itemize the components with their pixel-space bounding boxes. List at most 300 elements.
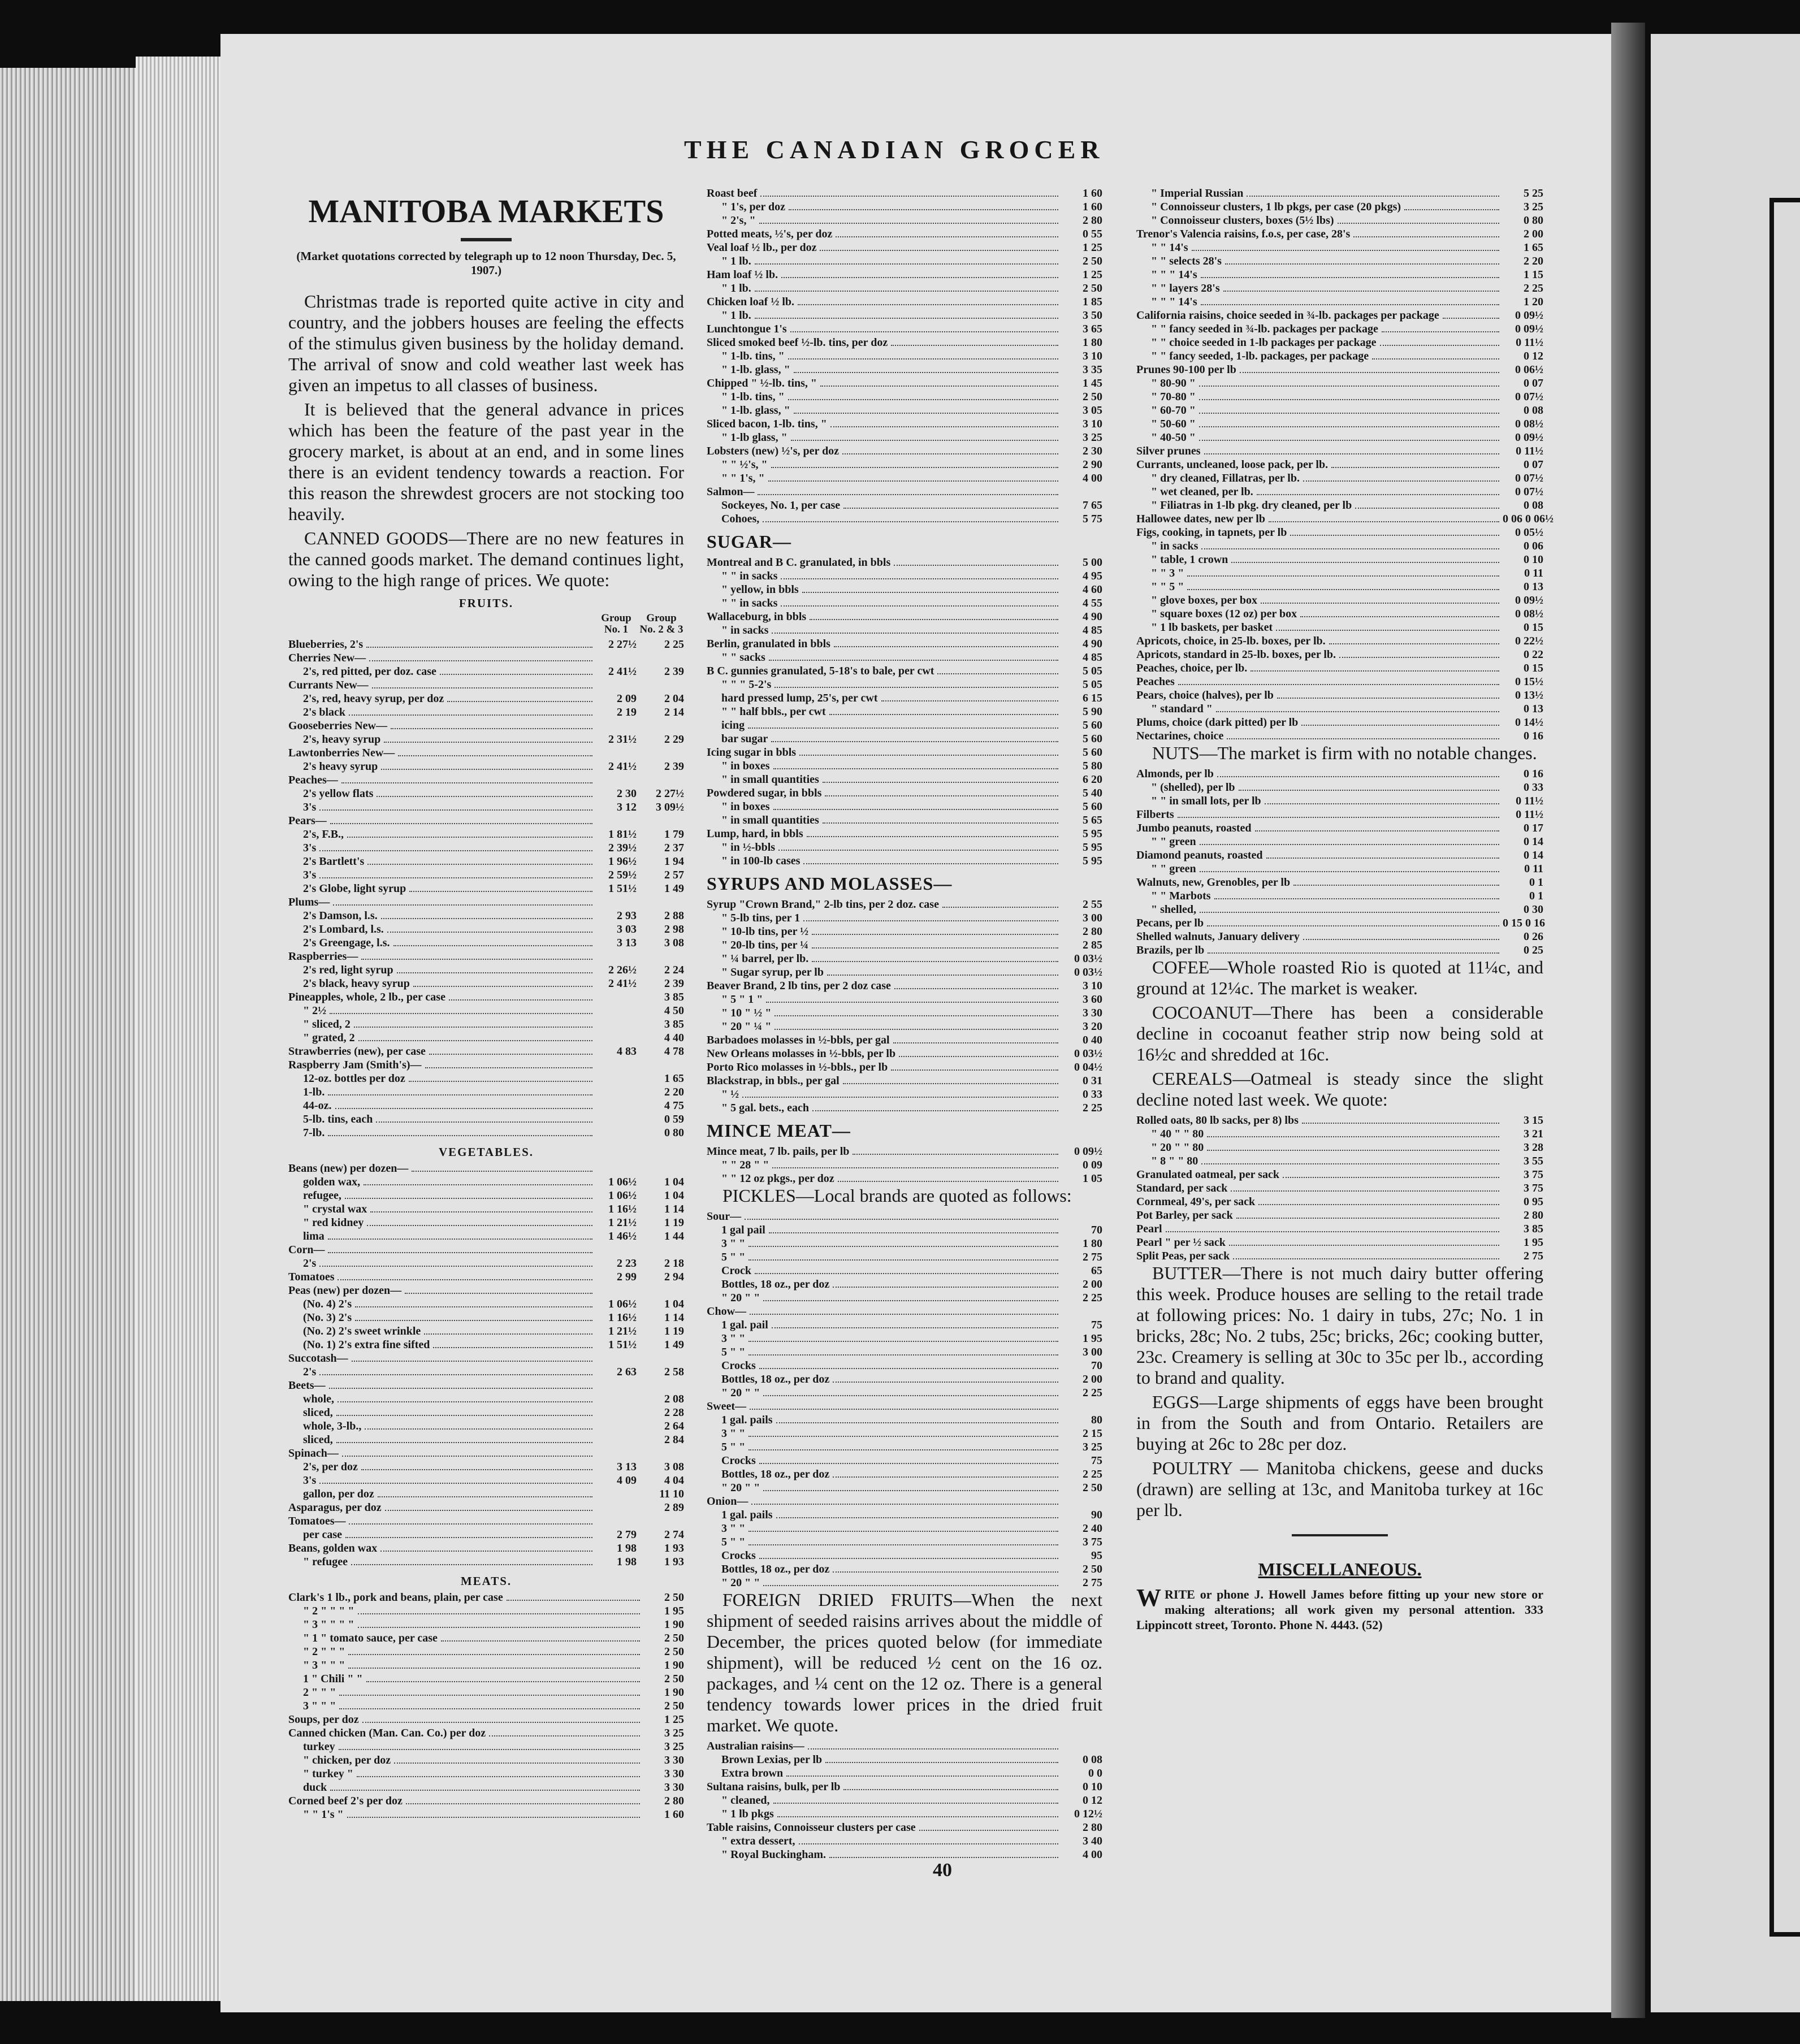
item-label: " cleaned, (721, 1794, 770, 1807)
price-value: 0 14 (1524, 835, 1543, 848)
item-label: Standard, per sack (1136, 1182, 1228, 1194)
price-row (707, 1210, 1102, 1223)
price-row (707, 1794, 1102, 1807)
item-label: " extra dessert, (721, 1835, 795, 1847)
price-row (1136, 848, 1543, 862)
leader-dots (1233, 1258, 1499, 1259)
price-row (707, 200, 1102, 214)
price-row (1136, 254, 1543, 268)
price-row (1136, 200, 1543, 214)
price-row (288, 1311, 684, 1324)
leader-dots (799, 755, 1058, 756)
price-row (707, 979, 1102, 993)
item-label: " " 1's, " (721, 472, 765, 484)
price-value: 0 10 (1083, 1781, 1102, 1793)
leader-dots (771, 741, 1058, 742)
leader-dots (328, 1238, 592, 1240)
item-label: " 1-lb glass, " (721, 431, 787, 444)
item-label: Canned chicken (Man. Can. Co.) per doz (288, 1727, 486, 1739)
leader-dots (812, 947, 1058, 949)
price-value: 1 90 (664, 1659, 684, 1671)
price-row (707, 1467, 1102, 1481)
item-label: " dry cleaned, Fillatras, per lb. (1151, 472, 1300, 484)
price-value: 2 41½ (608, 977, 637, 990)
leader-dots (827, 975, 1058, 976)
item-label: Silver prunes (1136, 445, 1201, 457)
price-value: 4 09 (617, 1474, 637, 1487)
price-row (707, 556, 1102, 569)
leader-dots (1201, 548, 1499, 549)
leader-dots (349, 714, 592, 716)
price-row (288, 1243, 684, 1257)
item-label: " 2 " " " " (303, 1605, 354, 1617)
price-value: 2 08 (664, 1393, 684, 1405)
price-row (288, 1175, 684, 1189)
price-value: 0 06½ (1515, 363, 1543, 376)
leader-dots (447, 701, 592, 702)
leader-dots (833, 1382, 1058, 1383)
price-row (1136, 499, 1543, 512)
price-value: 0 13½ (1515, 689, 1543, 701)
price-value: 2 98 (664, 923, 684, 936)
price-row (707, 336, 1102, 349)
leader-dots (802, 592, 1058, 593)
leader-dots (781, 277, 1058, 278)
price-value: 2 29 (664, 733, 684, 746)
price-row (288, 1270, 684, 1284)
price-row (707, 349, 1102, 363)
price-value: 2 74 (664, 1528, 684, 1541)
group-header (288, 613, 684, 635)
item-label: Chow— (707, 1305, 747, 1318)
leader-dots (433, 1347, 592, 1348)
item-label: Sultana raisins, bulk, per lb (707, 1781, 841, 1793)
miscellaneous-ad (1136, 1584, 1543, 1632)
price-value: 2 27½ (656, 787, 684, 800)
price-value: 1 93 (664, 1542, 684, 1554)
price-row (288, 665, 684, 678)
price-value: 1 81½ (608, 828, 637, 841)
price-row (288, 1189, 684, 1202)
leader-dots (366, 1681, 640, 1682)
price-row (1136, 889, 1543, 903)
item-label: " 5-lb tins, per 1 (721, 912, 801, 924)
item-label: B C. gunnies granulated, 5-18's to bale, per cwt (707, 665, 934, 677)
leader-dots (341, 782, 592, 783)
price-value: 1 06½ (608, 1298, 637, 1310)
item-label: Pot Barley, per sack (1136, 1209, 1233, 1222)
leader-dots (1443, 318, 1499, 319)
price-value: 0 12 (1524, 350, 1543, 362)
item-label: Brazils, per lb (1136, 944, 1205, 956)
leader-dots (807, 836, 1058, 837)
price-row (288, 773, 684, 787)
leader-dots (1301, 725, 1499, 726)
price-row (288, 1017, 684, 1031)
item-label: Raspberries— (288, 950, 358, 963)
price-value: 2 88 (664, 910, 684, 922)
item-label: 2's black, heavy syrup (303, 977, 410, 990)
price-row (288, 1740, 684, 1753)
price-row (1136, 1154, 1543, 1168)
price-value: 2 37 (664, 842, 684, 854)
leader-dots (1290, 535, 1499, 536)
item-label: Trenor's Valencia raisins, f.o.s, per case, 28's (1136, 228, 1351, 240)
price-row (1136, 187, 1543, 200)
price-row (1136, 566, 1543, 580)
item-label: " " 5 " (1151, 581, 1184, 593)
item-label: " Connoisseur clusters, boxes (5½ lbs) (1151, 214, 1334, 227)
leader-dots (319, 1266, 592, 1267)
leader-dots (1199, 413, 1499, 414)
price-value: 1 51½ (608, 882, 637, 895)
nuts-list (1136, 767, 1543, 957)
leader-dots (773, 768, 1058, 769)
mince-meat-list (707, 1145, 1102, 1185)
leader-dots (1380, 345, 1500, 346)
item-label: " turkey " (303, 1768, 353, 1780)
pickles-list (707, 1210, 1102, 1590)
leader-dots (1199, 440, 1499, 441)
leader-dots (1201, 1163, 1499, 1164)
item-label: 3 " " (721, 1332, 746, 1345)
leader-dots (380, 1551, 592, 1552)
price-value: 0 07 (1524, 377, 1543, 389)
item-label: 1 gal pail (721, 1224, 765, 1236)
item-label: golden wax, (303, 1176, 361, 1188)
price-row (707, 1006, 1102, 1020)
leader-dots (361, 1469, 592, 1470)
price-value: 0 07½ (1515, 391, 1543, 403)
item-label: " 40 " " 80 (1151, 1128, 1204, 1140)
leader-dots (774, 1029, 1058, 1030)
leader-dots (1277, 698, 1499, 699)
price-value: 3 08 (664, 937, 684, 949)
price-row (707, 1508, 1102, 1522)
leader-dots (1258, 1204, 1499, 1205)
item-label: Pearl " per ½ sack (1136, 1236, 1226, 1249)
price-value: 3 75 (1524, 1168, 1543, 1181)
leader-dots (748, 1354, 1058, 1356)
item-label: Split Peas, per sack (1136, 1250, 1230, 1262)
leader-dots (413, 986, 592, 987)
price-value: 4 00 (1083, 1848, 1102, 1861)
price-value: 0 11½ (1516, 336, 1543, 349)
price-row (1136, 808, 1543, 821)
price-row (1136, 444, 1543, 458)
price-row (288, 705, 684, 719)
price-value: 0 08½ (1515, 608, 1543, 620)
price-row (1136, 675, 1543, 688)
leader-dots (358, 1040, 592, 1041)
item-label: 2's, heavy syrup (303, 733, 381, 746)
price-row (1136, 309, 1543, 322)
price-value: 0 07 (1524, 458, 1543, 471)
item-label: gallon, per doz (303, 1488, 374, 1500)
leader-dots (1223, 291, 1499, 292)
leader-dots (397, 972, 592, 973)
price-row (707, 1549, 1102, 1562)
leader-dots (1276, 630, 1499, 631)
sugar-list (707, 556, 1102, 868)
leader-dots (843, 508, 1058, 509)
price-value: 2 75 (1083, 1251, 1102, 1263)
item-label: Asparagus, per doz (288, 1501, 382, 1514)
item-label: Peaches (1136, 675, 1175, 688)
price-row (707, 227, 1102, 241)
price-value: 2 20 (1524, 255, 1543, 267)
item-label: Salmon— (707, 486, 755, 498)
leader-dots (394, 1762, 640, 1764)
item-label: 3 " " (721, 1427, 746, 1440)
item-label: " 20 " " (721, 1577, 760, 1589)
price-row (707, 1264, 1102, 1278)
price-row (707, 1834, 1102, 1848)
price-row (288, 1753, 684, 1767)
leader-dots (742, 1097, 1058, 1098)
item-label: 2's black (303, 706, 346, 718)
price-value: 4 40 (664, 1032, 684, 1044)
leader-dots (349, 1523, 592, 1525)
raisins-prunes-list (1136, 187, 1554, 743)
price-row (288, 1099, 684, 1112)
leader-dots (755, 318, 1058, 319)
price-value: 1 05 (1083, 1172, 1102, 1185)
meats-continued-list (707, 187, 1102, 526)
item-label: Wallaceburg, in bbls (707, 610, 807, 623)
leader-dots (412, 1171, 592, 1172)
price-value: 2 25 (664, 638, 684, 651)
leader-dots (1225, 263, 1499, 265)
leader-dots (370, 1211, 592, 1212)
price-value: 2 18 (664, 1257, 684, 1270)
item-label: Montreal and B C. granulated, in bbls (707, 556, 891, 569)
leader-dots (750, 1409, 1058, 1410)
price-row (1136, 1249, 1543, 1263)
price-value: 2 50 (664, 1591, 684, 1604)
price-value: 2 40 (1083, 1522, 1102, 1535)
item-label: 2's, per doz (303, 1461, 358, 1473)
price-value: 2 39 (664, 977, 684, 990)
price-row (1136, 594, 1543, 607)
fruits-heading: FRUITS. (458, 596, 514, 610)
item-label: 1 gal. pails (721, 1509, 773, 1521)
leader-dots (355, 1320, 592, 1321)
price-value: 2 27½ (608, 638, 637, 651)
leader-dots (808, 1748, 1058, 1749)
item-label: " 2's, " (721, 214, 756, 227)
item-label: Blueberries, 2's (288, 638, 364, 651)
item-label: " 20 " " (721, 1387, 760, 1399)
price-value: 5 05 (1083, 678, 1102, 691)
price-value: 2 50 (1083, 282, 1102, 295)
item-label: " grated, 2 (303, 1032, 355, 1044)
leader-dots (352, 1361, 592, 1362)
item-label: " glove boxes, per box (1151, 594, 1257, 607)
item-label: Sliced bacon, 1-lb. tins, " (707, 418, 827, 430)
price-row (288, 1514, 684, 1528)
price-value: 1 93 (664, 1556, 684, 1568)
price-value: 1 06½ (608, 1189, 637, 1202)
item-label: Powdered sugar, in bbls (707, 787, 822, 799)
leader-dots (763, 1395, 1058, 1396)
leader-dots (366, 647, 592, 648)
leader-dots (893, 1042, 1058, 1043)
price-row (288, 1324, 684, 1338)
price-value: 4 90 (1083, 610, 1102, 623)
price-value: 2 57 (664, 869, 684, 881)
price-value: 2 39 (664, 665, 684, 678)
leader-dots (838, 1181, 1058, 1182)
item-label: 3's (303, 801, 317, 813)
item-label: " 1-lb. tins, " (721, 391, 785, 403)
leader-dots (769, 1232, 1058, 1233)
item-label: Cornmeal, 49's, per sack (1136, 1196, 1256, 1208)
leader-dots (823, 782, 1058, 783)
price-row (1136, 485, 1543, 499)
item-label: Berlin, granulated in bbls (707, 638, 830, 650)
leader-dots (881, 700, 1058, 701)
price-value: 5 05 (1083, 665, 1102, 677)
leader-dots (825, 1762, 1058, 1763)
price-row (1136, 268, 1543, 282)
eggs-paragraph: EGGS—Large shipments of eggs have been brought in from the South and from Ontario. Retailers are buying at 26c to 28c per doz. (1136, 1392, 1543, 1454)
leader-dots (830, 426, 1058, 427)
intro-paragraph: It is believed that the general advance in prices which has been the feature of the past year in the grocery market, is about at an end, and in some lines there is an evident tendency towards a reaction. For this reason the shrewdest grocers are not stocking too heavily. (288, 399, 684, 524)
price-value: 4 50 (664, 1004, 684, 1017)
price-value: 2 50 (1083, 255, 1102, 267)
item-label: " ½ (721, 1088, 739, 1101)
leader-dots (391, 728, 592, 729)
column-3 (1136, 187, 1554, 1632)
leader-dots (1269, 521, 1499, 522)
price-row (707, 800, 1102, 813)
leader-dots (1236, 1218, 1499, 1219)
price-value: 3 00 (1083, 1346, 1102, 1358)
price-row (288, 1604, 684, 1618)
price-value: 95 (1091, 1549, 1102, 1562)
price-value: 2 55 (1083, 898, 1102, 911)
leader-dots (748, 1544, 1058, 1545)
price-value: 4 83 (617, 1045, 637, 1058)
leader-dots (1201, 304, 1499, 305)
price-value: 1 20 (1524, 296, 1543, 308)
leader-dots (1300, 616, 1499, 617)
item-label: Bottles, 18 oz., per doz (721, 1373, 830, 1385)
cereals-paragraph: CEREALS—Oatmeal is steady since the slight decline noted last week. We quote: (1136, 1068, 1543, 1110)
price-row (1136, 903, 1543, 916)
price-row (707, 1172, 1102, 1185)
leader-dots (781, 578, 1058, 579)
price-row (707, 417, 1102, 431)
price-value: 3 28 (1524, 1141, 1543, 1154)
price-value: 0 09½ (1515, 431, 1543, 444)
price-value: 2 39½ (608, 842, 637, 854)
leader-dots (748, 1341, 1058, 1342)
price-value: 2 50 (664, 1700, 684, 1712)
price-row (1136, 282, 1543, 295)
item-label: 2's heavy syrup (303, 760, 378, 773)
price-value: 3 60 (1083, 993, 1102, 1006)
facing-page (1651, 34, 1800, 2012)
leader-dots (763, 1585, 1058, 1586)
price-value: 0 07½ (1515, 486, 1543, 498)
item-label: " 20 " " 80 (1151, 1141, 1204, 1154)
price-row (707, 569, 1102, 583)
price-row (288, 1501, 684, 1514)
leader-dots (449, 999, 592, 1001)
price-row (288, 1162, 684, 1175)
meats-heading: MEATS. (460, 1574, 512, 1588)
leader-dots (319, 1374, 592, 1375)
leader-dots (319, 1483, 592, 1484)
price-row (707, 732, 1102, 746)
price-row (288, 1072, 684, 1085)
item-label: " " fancy seeded in ¾-lb. packages per package (1151, 323, 1378, 335)
price-row (1136, 336, 1543, 349)
item-label: Pears— (288, 815, 327, 827)
price-value: 0 26 (1524, 930, 1543, 943)
price-row (707, 965, 1102, 979)
price-row (1136, 1141, 1543, 1154)
leader-dots (763, 521, 1058, 522)
price-row (288, 1658, 684, 1672)
price-row (707, 759, 1102, 773)
leader-dots (1216, 711, 1499, 712)
price-row (1136, 794, 1543, 808)
item-label: " " half bbls., per cwt (721, 705, 826, 718)
price-value: 1 95 (1524, 1236, 1543, 1249)
leader-dots (364, 1184, 592, 1185)
group-1-label: Group No. 1 (601, 612, 631, 635)
price-value: 1 04 (664, 1298, 684, 1310)
leader-dots (384, 742, 592, 743)
price-row (1136, 417, 1543, 431)
leader-dots (1200, 871, 1499, 872)
item-label: 3 " " " (303, 1700, 336, 1712)
leader-dots (791, 440, 1058, 441)
item-label: " ¼ barrel, per lb. (721, 952, 809, 965)
leader-dots (763, 1490, 1058, 1491)
item-label: " red kidney (303, 1216, 364, 1229)
drop-cap: W (1136, 1584, 1161, 1612)
nuts-paragraph: NUTS—The market is firm with no notable changes. (1152, 743, 1537, 763)
price-row (707, 1386, 1102, 1400)
price-value: 0 31 (1083, 1075, 1102, 1087)
leader-dots (755, 1273, 1058, 1274)
price-row (288, 950, 684, 963)
running-header: THE CANADIAN GROCER (684, 135, 1105, 164)
price-value: 3 00 (1083, 912, 1102, 924)
price-row (707, 583, 1102, 596)
item-label: 2's (303, 1257, 317, 1270)
item-label: " in small quantities (721, 773, 819, 786)
price-value: 1 90 (664, 1686, 684, 1699)
price-row (288, 909, 684, 923)
price-value: 0 06 0 06½ (1503, 513, 1554, 525)
item-label: Potted meats, ½'s, per doz (707, 228, 833, 240)
leader-dots (339, 1708, 640, 1709)
item-label: Peaches— (288, 774, 338, 786)
price-row (707, 1250, 1102, 1264)
price-row (288, 692, 684, 705)
price-value: 0 04½ (1074, 1061, 1102, 1073)
price-value: 0 22½ (1515, 635, 1543, 647)
leader-dots (759, 1558, 1058, 1559)
book-edge-pages (136, 57, 220, 2001)
item-label: Spinach— (288, 1447, 339, 1460)
price-value: 4 95 (1083, 570, 1102, 582)
